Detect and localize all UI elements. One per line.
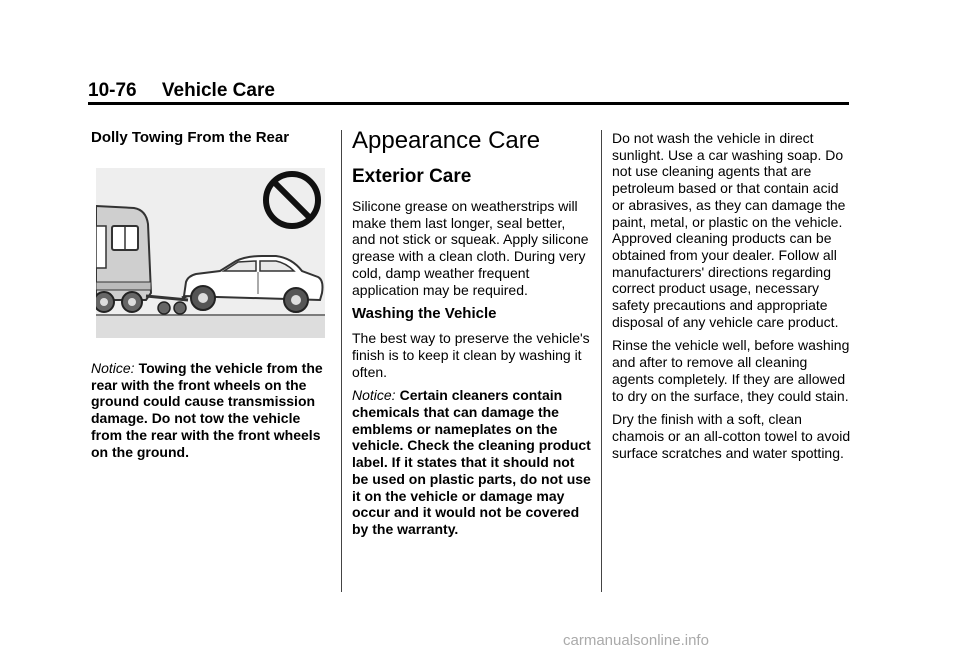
dolly-towing-heading: Dolly Towing From the Rear [91, 129, 290, 146]
notice-label: Notice: [352, 387, 396, 404]
notice-text: Towing the vehicle from the rear with the front wheels on the ground could cause transmission damage. Do not tow the vehicle from the rear with the front wheels on the ground. [91, 360, 323, 460]
column-1 [91, 130, 331, 154]
ground [96, 316, 325, 338]
washing-heading: Washing the Vehicle [352, 305, 497, 323]
cleaners-notice [352, 387, 592, 537]
header-rule [88, 102, 849, 105]
dry-paragraph: Dry the finish with a soft, clean chamois or an all-cotton towel to avoid surface scratches and water spotting. [612, 411, 851, 461]
notice-text: Certain cleaners contain chemicals that can damage the emblems or nameplates on the vehicle. Check the cleaning product label. If it states that it should not be used on plastic parts, do not use it on the vehicle or damage may occur and it would not be covered by the warranty. [352, 387, 591, 537]
page-header [88, 80, 275, 102]
page-number: 10-76 [88, 80, 137, 101]
weatherstrip-paragraph: Silicone grease on weatherstrips will make them last longer, seal better, and not stick or squeak. Apply silicone grease with a clean cloth. During very cold, damp weather frequent application may be required. [352, 198, 589, 298]
exterior-care-heading: Exterior Care [352, 166, 472, 187]
watermark: carmanualsonline.info [563, 632, 709, 649]
rinse-paragraph: Rinse the vehicle well, before washing and after to remove all cleaning agents completely. If they are allowed to dry on the surface, they could stain. [612, 337, 850, 404]
column-2 [352, 127, 592, 545]
notice-label: Notice: [91, 360, 135, 376]
washing-paragraph: The best way to preserve the vehicle's finish is to keep it clean by washing it often. [352, 330, 590, 380]
towing-notice [91, 360, 331, 467]
sunlight-paragraph: Do not wash the vehicle in direct sunlight. Use a car washing soap. Do not use cleaning agents that are petroleum based or that contain acid or abrasives, as they can damage the paint, metal, or plastic on the vehicle. Approved cleaning products can be obtained from your dealer. Follow all manufacturers' directions regarding correct product usage, necessary safety precautions and appropriate disposal of any vehicle care product. [612, 130, 846, 330]
towing-illustration [96, 168, 325, 338]
appearance-care-title: Appearance Care [352, 127, 541, 154]
motorhome [96, 206, 151, 312]
column-divider-2 [601, 130, 602, 592]
column-divider-1 [341, 130, 342, 592]
column-3 [612, 130, 852, 468]
section-title: Vehicle Care [161, 80, 275, 101]
